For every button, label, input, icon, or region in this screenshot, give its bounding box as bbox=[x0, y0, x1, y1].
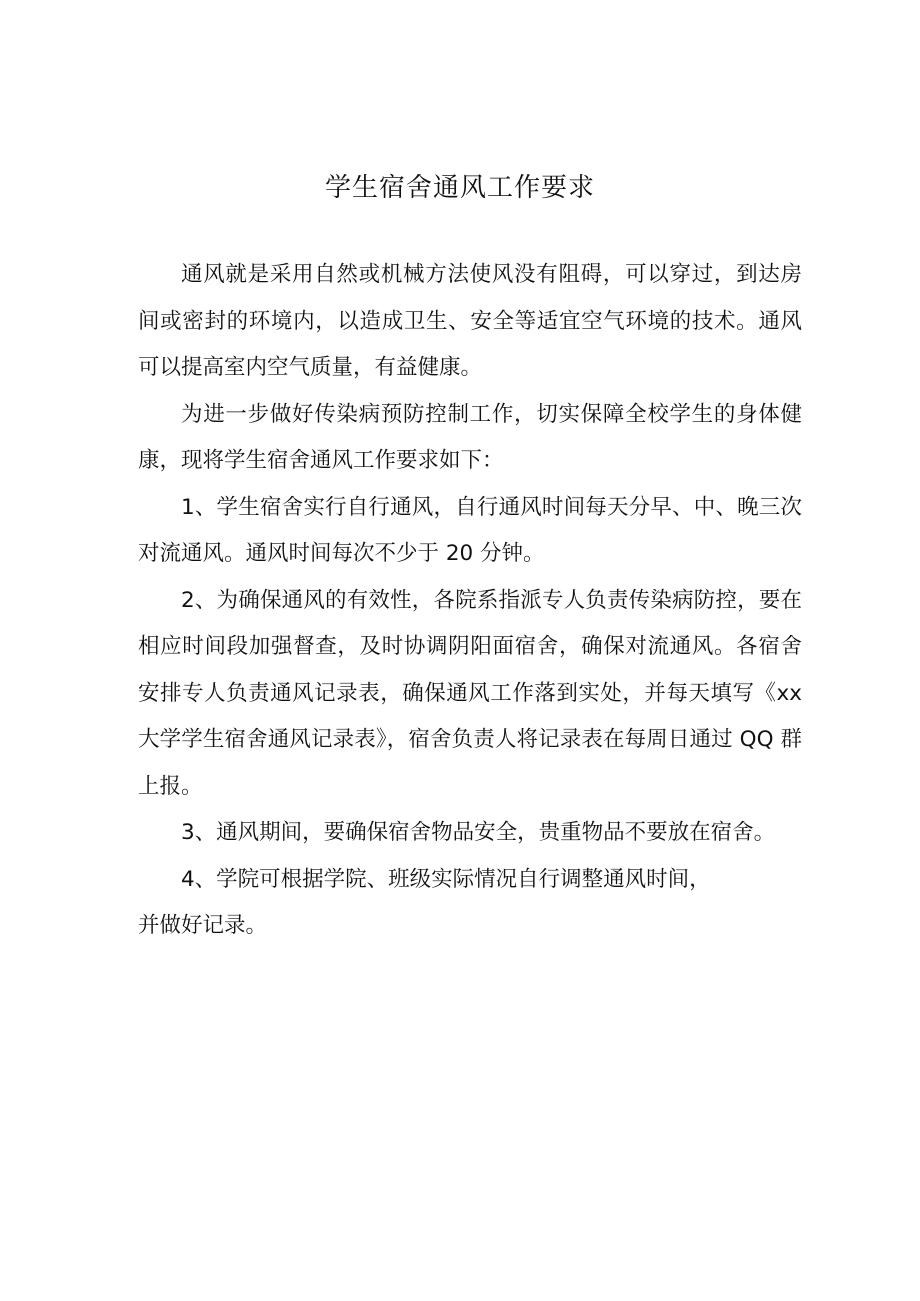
paragraph-item-3: 3、通风期间，要确保宿舍物品安全，贵重物品不要放在宿舍。 bbox=[181, 820, 776, 845]
paragraph-intro: 通风就是采用自然或机械方法使风没有阻碍，可以穿过，到达房间或密封的环境内，以造成卫生、安全等适宜空气环境的技术。通风可以提高室内空气质量，有益健康。 bbox=[138, 262, 802, 380]
paragraph-item-2: 2、为确保通风的有效性，各院系指派专人负责传染病防控，要在相应时间段加强督查，及时协调阴阳面宿舍，确保对流通风。各宿舍安排专人负责通风记录表，确保通风工作落到实处，并每天填写《xx 大学学生宿舍通风记录表》，宿舍负责人将记录表在每周日通过 QQ 群上报。 bbox=[138, 587, 802, 799]
paragraph-item-4-continuation: 并做好记录。 bbox=[138, 913, 268, 938]
paragraph-purpose: 为进一步做好传染病预防控制工作，切实保障全校学生的身体健康，现将学生宿舍通风工作要求如下： bbox=[138, 401, 802, 473]
paragraph-item-4: 4、学院可根据学院、班级实际情况自行调整通风时间， bbox=[181, 866, 711, 892]
document-body bbox=[138, 252, 802, 950]
paragraph-item-1: 1、学生宿舍实行自行通风，自行通风时间每天分早、中、晚三次对流通风。通风时间每次不少于 20 分钟。 bbox=[138, 494, 802, 566]
document-title: 学生宿舍通风工作要求 bbox=[324, 173, 595, 203]
